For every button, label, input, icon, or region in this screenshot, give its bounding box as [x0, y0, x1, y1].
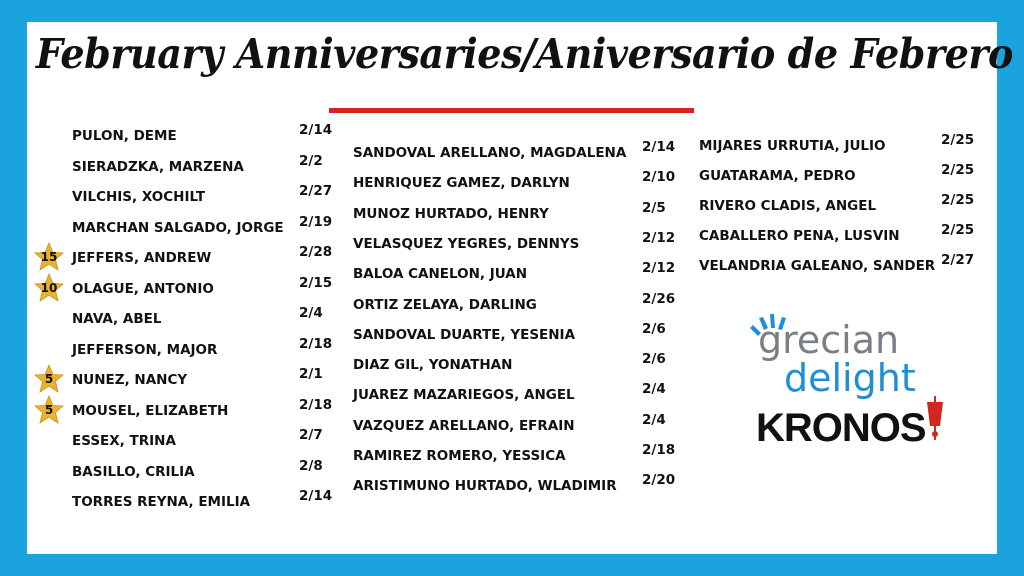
anniversary-date: 2/19 [299, 213, 333, 230]
anniversary-date: 2/8 [299, 457, 323, 474]
employee-name: CABALLERO PENA, LUSVIN [699, 228, 900, 244]
anniversary-date: 2/27 [299, 183, 333, 199]
logo-kronos-text: KRONOS [756, 406, 926, 450]
employee-name: BALOA CANELON, JUAN [353, 266, 528, 283]
employee-name: MIJARES URRUTIA, JULIO [699, 138, 886, 154]
anniversary-date: 2/18 [299, 335, 333, 352]
grecian-delight-kronos-logo [744, 306, 954, 450]
anniversary-date: 2/2 [299, 152, 323, 169]
employee-name: BASILLO, CRILIA [72, 463, 195, 480]
page-title: February Anniversaries/Aniversario de Febrero [35, 30, 1014, 78]
anniversary-date: 2/25 [941, 192, 975, 208]
employee-name: RIVERO CLADIS, ANGEL [699, 198, 877, 214]
anniversary-date: 2/4 [642, 381, 666, 398]
employee-name: ESSEX, TRINA [72, 433, 176, 449]
anniversary-date: 2/5 [642, 199, 666, 216]
years-badge-count: 15 [40, 250, 58, 264]
employee-name: HENRIQUEZ GAMEZ, DARLYN [353, 175, 570, 192]
employee-name: JUAREZ MAZARIEGOS, ANGEL [353, 387, 575, 404]
employee-name: TORRES REYNA, EMILIA [72, 494, 251, 510]
employee-name: MUNOZ HURTADO, HENRY [353, 205, 549, 222]
employee-name: SANDOVAL ARELLANO, MAGDALENA [353, 145, 627, 161]
anniversary-date: 2/25 [941, 222, 975, 238]
anniversary-date: 2/18 [299, 396, 333, 413]
employee-name: VELASQUEZ YEGRES, DENNYS [353, 235, 580, 252]
anniversary-date: 2/20 [642, 472, 676, 489]
title-divider [329, 108, 694, 113]
anniversary-date: 2/6 [642, 320, 666, 337]
years-star-badge-icon [34, 273, 64, 303]
logo-delight-text: delight [784, 356, 916, 400]
employee-name: SANDOVAL DUARTE, YESENIA [353, 326, 576, 343]
logo-grecian-text: grecian [758, 318, 900, 362]
employee-name: VELANDRIA GALEANO, SANDER [699, 258, 936, 274]
anniversary-date: 2/4 [642, 411, 666, 428]
employee-name: JEFFERSON, MAJOR [72, 341, 218, 358]
employee-name: MOUSEL, ELIZABETH [72, 402, 229, 419]
anniversary-date: 2/18 [642, 442, 676, 458]
employee-name: NUNEZ, NANCY [72, 372, 188, 388]
employee-name: JEFFERS, ANDREW [72, 250, 212, 266]
gyro-spit-icon [924, 396, 946, 440]
anniversary-date: 2/14 [642, 139, 676, 155]
years-badge-count: 10 [40, 280, 58, 295]
anniversary-date: 2/12 [642, 229, 676, 246]
employee-name: NAVA, ABEL [72, 311, 162, 327]
employee-name: DIAZ GIL, YONATHAN [353, 357, 513, 374]
anniversary-date: 2/1 [299, 366, 323, 382]
anniversary-date: 2/6 [642, 351, 666, 368]
employee-name: OLAGUE, ANTONIO [72, 280, 214, 297]
anniversary-date: 2/14 [299, 488, 333, 504]
anniversary-date: 2/27 [941, 252, 975, 268]
anniversary-date: 2/25 [941, 162, 975, 178]
years-badge-count: 5 [44, 372, 54, 386]
years-star-badge-icon [34, 395, 64, 425]
anniversary-date: 2/14 [299, 122, 333, 138]
employee-name: VAZQUEZ ARELLANO, EFRAIN [353, 417, 575, 434]
anniversary-date: 2/12 [642, 260, 676, 277]
years-star-badge-icon [34, 242, 64, 272]
employee-name: RAMIREZ ROMERO, YESSICA [353, 448, 566, 464]
years-star-badge-icon [34, 364, 64, 394]
employee-name: PULON, DEME [72, 128, 177, 144]
anniversary-date: 2/25 [941, 132, 975, 148]
employee-name: GUATARAMA, PEDRO [699, 168, 856, 184]
anniversary-date: 2/28 [299, 244, 333, 260]
employee-name: ORTIZ ZELAYA, DARLING [353, 296, 537, 313]
anniversary-date: 2/7 [299, 427, 323, 443]
employee-name: MARCHAN SALGADO, JORGE [72, 219, 284, 236]
employee-name: SIERADZKA, MARZENA [72, 158, 244, 175]
employee-name: ARISTIMUNO HURTADO, WLADIMIR [353, 478, 617, 495]
anniversary-date: 2/26 [642, 290, 676, 307]
employee-name: VILCHIS, XOCHILT [72, 189, 206, 205]
years-badge-count: 5 [44, 402, 54, 417]
anniversary-date: 2/15 [299, 274, 333, 291]
anniversary-date: 2/10 [642, 169, 676, 186]
anniversary-date: 2/4 [299, 305, 323, 321]
